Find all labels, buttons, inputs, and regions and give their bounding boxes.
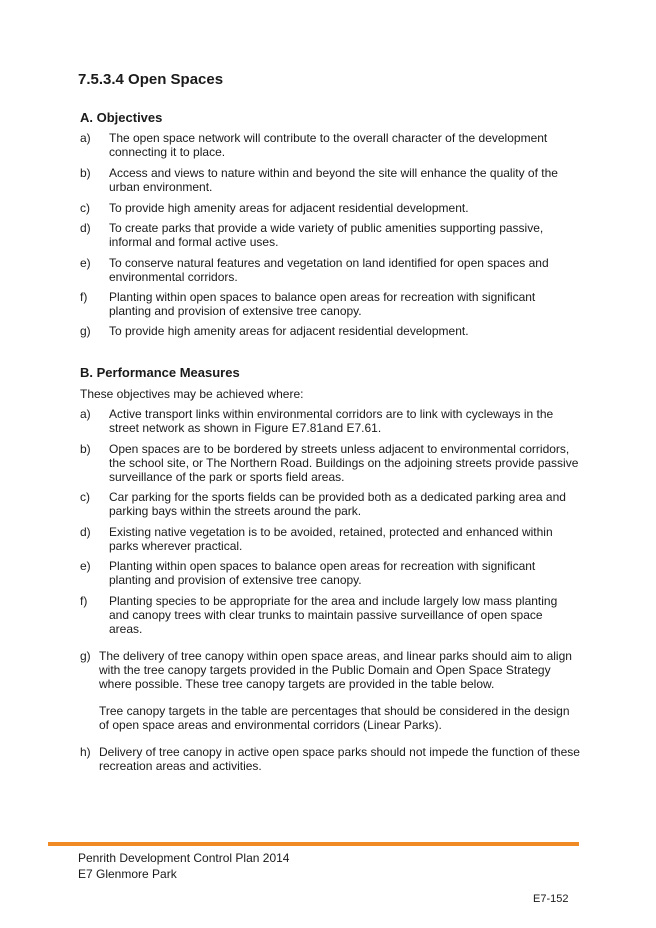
item-text: Existing native vegetation is to be avoided, retained, protected and enhanced within parks wherever practical. bbox=[109, 525, 553, 553]
item-label: g) bbox=[80, 649, 91, 663]
item-label: g) bbox=[80, 324, 91, 338]
footer-section-title: E7 Glenmore Park bbox=[78, 867, 177, 881]
item-text: To create parks that provide a wide variety of public amenities supporting passive, informal and formal active uses. bbox=[109, 221, 544, 249]
item-label: d) bbox=[80, 221, 91, 235]
item-text: Car parking for the sports fields can be provided both as a dedicated parking area and parking bays within the streets around the park. bbox=[109, 490, 566, 518]
item-text: The delivery of tree canopy within open space areas, and linear parks should aim to align with the tree canopy targets provided in the Public Domain and Open Space Strategy where possible. These tree canopy targets are provided in the table below. bbox=[99, 649, 572, 691]
item-text: The open space network will contribute to the overall character of the development connecting it to place. bbox=[109, 131, 548, 159]
item-label: e) bbox=[80, 256, 91, 270]
item-label: f) bbox=[80, 594, 88, 608]
item-label: e) bbox=[80, 559, 91, 573]
tree-canopy-note: Tree canopy targets in the table are percentages that should be considered in the design of open space areas and environmental corridors (Linear Parks). bbox=[99, 704, 570, 732]
item-text: Active transport links within environmental corridors are to link with cycleways in the street network as shown in Figure E7.81and E7.61. bbox=[109, 407, 554, 435]
performance-intro: These objectives may be achieved where: bbox=[80, 387, 304, 401]
footer-plan-title: Penrith Development Control Plan 2014 bbox=[78, 851, 290, 865]
footer-divider bbox=[48, 842, 579, 846]
item-label: h) bbox=[80, 745, 91, 759]
objectives-heading: A. Objectives bbox=[80, 110, 163, 125]
page-number: E7-152 bbox=[533, 893, 569, 905]
item-label: c) bbox=[80, 201, 90, 215]
item-text: Planting species to be appropriate for the area and include largely low mass planting and canopy trees with clear trunks to maintain passive surveillance of open space areas. bbox=[109, 594, 558, 636]
item-text: Open spaces are to be bordered by streets unless adjacent to environmental corridors, the school site, or The Northern Road. Buildings on the adjoining streets provide passive surveillance of the park or sports field areas. bbox=[109, 442, 579, 484]
item-text: Planting within open spaces to balance open areas for recreation with significant planting and provision of extensive tree canopy. bbox=[109, 290, 536, 318]
performance-heading: B. Performance Measures bbox=[80, 365, 240, 380]
item-label: f) bbox=[80, 290, 88, 304]
item-label: b) bbox=[80, 442, 91, 456]
item-label: a) bbox=[80, 131, 91, 145]
item-label: d) bbox=[80, 525, 91, 539]
item-text: To conserve natural features and vegetation on land identified for open spaces and environmental corridors. bbox=[109, 256, 549, 284]
item-text: To provide high amenity areas for adjacent residential development. bbox=[109, 201, 469, 215]
item-label: b) bbox=[80, 166, 91, 180]
item-text: Access and views to nature within and beyond the site will enhance the quality of the urban environment. bbox=[109, 166, 558, 194]
section-title: 7.5.3.4 Open Spaces bbox=[78, 71, 224, 88]
item-label: a) bbox=[80, 407, 91, 421]
item-text: Planting within open spaces to balance open areas for recreation with significant planting and provision of extensive tree canopy. bbox=[109, 559, 536, 587]
item-text: To provide high amenity areas for adjacent residential development. bbox=[109, 324, 469, 338]
item-label: c) bbox=[80, 490, 90, 504]
item-text: Delivery of tree canopy in active open space parks should not impede the function of these recreation areas and activities. bbox=[99, 745, 580, 773]
